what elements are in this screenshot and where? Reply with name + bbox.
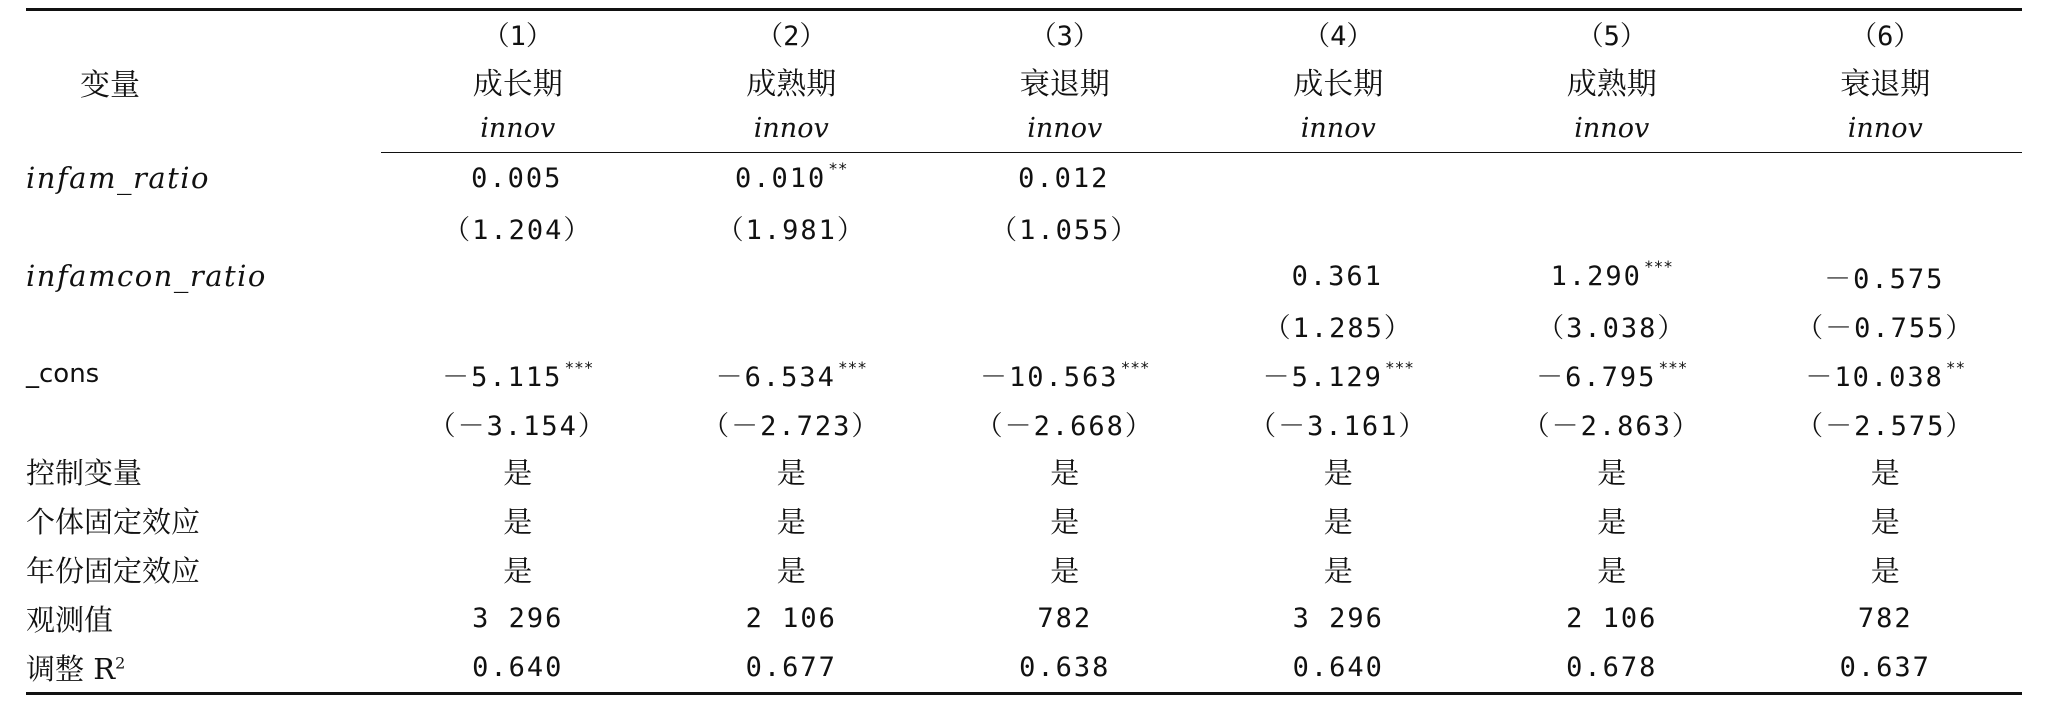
row-label: 个体固定效应 (26, 505, 201, 539)
coef-cell (381, 153, 655, 204)
indicator-cell: 是 (503, 456, 533, 490)
significance-stars: *** (1643, 257, 1673, 276)
t-stat-cell: （－2.668） (975, 410, 1154, 442)
adj-r2-label: 调整 R (26, 652, 116, 686)
row-infam-ratio-se (26, 203, 2022, 251)
coef-value: 0.010 (734, 163, 827, 194)
indicator-cell: 是 (1597, 554, 1627, 588)
regression-table (26, 8, 2022, 695)
row-label-empty (26, 301, 381, 349)
r2-cell: 0.638 (928, 643, 1202, 694)
indicator-cell: 是 (1870, 554, 1900, 588)
t-stat-cell (928, 301, 1202, 349)
coef-value: 0.005 (471, 163, 563, 194)
coef-value: 1.290 (1550, 261, 1642, 292)
significance-stars: ** (1945, 357, 1966, 377)
indicator-cell: 是 (1597, 456, 1627, 490)
dependent-variable: innov (1202, 106, 1476, 153)
t-stat-cell (655, 301, 929, 349)
significance-stars: ** (828, 159, 848, 178)
t-stat-cell: （－3.154） (428, 410, 607, 442)
stage-header: 衰退期 (1840, 66, 1931, 102)
column-number: （3） (928, 10, 1202, 56)
row-cons-se (26, 399, 2022, 447)
adj-r2-superscript: 2 (115, 653, 126, 673)
coef-value: －10.038 (1805, 361, 1944, 393)
indicator-cell: 是 (776, 456, 806, 490)
significance-stars: *** (1658, 357, 1688, 377)
t-stat-cell: （3.038） (1537, 312, 1687, 344)
row-cons (26, 349, 2022, 399)
dependent-variable: innov (1749, 106, 2023, 153)
t-stat-cell: （1.055） (990, 214, 1140, 246)
indicator-cell: 是 (1870, 505, 1900, 539)
significance-stars: *** (564, 357, 594, 377)
stage-header: 成长期 (1293, 66, 1384, 102)
row-year-fe (26, 545, 2022, 594)
stage-header: 成熟期 (1566, 66, 1657, 102)
row-observations (26, 594, 2022, 643)
coef-cell (1475, 349, 1749, 399)
indicator-cell: 是 (1323, 505, 1353, 539)
row-label (26, 643, 381, 694)
r2-cell: 0.678 (1475, 643, 1749, 694)
t-stat-cell (381, 301, 655, 349)
row-adj-r2 (26, 643, 2022, 694)
coef-value: －10.563 (980, 361, 1119, 393)
t-stat-cell: （－2.575） (1796, 410, 1975, 442)
row-infam-ratio (26, 153, 2022, 204)
column-number: （6） (1749, 10, 2023, 56)
coef-cell (655, 349, 929, 399)
coef-cell (1202, 349, 1476, 399)
row-label: infamcon_ratio (26, 259, 267, 293)
row-controls (26, 447, 2022, 496)
indicator-cell: 是 (503, 554, 533, 588)
coef-cell (928, 153, 1202, 204)
t-stat-cell: （1.981） (716, 214, 866, 246)
t-stat-cell: （－2.863） (1522, 410, 1701, 442)
t-stat-cell: （1.285） (1263, 312, 1413, 344)
coef-cell (1202, 251, 1476, 301)
r2-cell: 0.637 (1749, 643, 2023, 694)
r2-cell: 0.677 (655, 643, 929, 694)
row-individual-fe (26, 496, 2022, 545)
coef-value: －5.129 (1262, 361, 1383, 393)
coef-cell (1749, 251, 2023, 301)
coef-cell (381, 349, 655, 399)
observations-cell: 3 296 (1292, 603, 1384, 634)
coef-cell (1202, 153, 1476, 204)
dependent-variable: innov (655, 106, 929, 153)
indicator-cell: 是 (1597, 505, 1627, 539)
coef-value: －5.115 (442, 361, 563, 393)
row-label-empty (26, 399, 381, 447)
coef-value: 0.012 (1018, 163, 1110, 194)
column-number: （2） (655, 10, 929, 56)
t-stat-cell (1749, 203, 2023, 251)
dependent-variable: innov (1475, 106, 1749, 153)
t-stat-cell (1475, 203, 1749, 251)
t-stat-cell: （1.204） (443, 214, 593, 246)
row-infamcon-ratio-se (26, 301, 2022, 349)
coef-cell (381, 251, 655, 301)
t-stat-cell (1202, 203, 1476, 251)
coef-value: －6.534 (715, 361, 836, 393)
t-stat-cell: （－2.723） (702, 410, 881, 442)
coef-cell (1475, 153, 1749, 204)
observations-cell: 2 106 (1566, 603, 1658, 634)
column-number-row (26, 10, 2022, 56)
stage-header: 成长期 (472, 66, 563, 102)
row-label-empty (26, 203, 381, 251)
row-label: _cons (26, 359, 100, 389)
indicator-cell: 是 (776, 554, 806, 588)
column-number: （1） (381, 10, 655, 56)
coef-cell (655, 153, 929, 204)
row-label: infam_ratio (26, 160, 211, 195)
variable-header: 变量 (26, 10, 381, 153)
r2-cell: 0.640 (1202, 643, 1476, 694)
significance-stars: *** (1384, 357, 1414, 377)
observations-cell: 782 (1037, 603, 1093, 634)
significance-stars: *** (837, 357, 867, 377)
observations-cell: 782 (1857, 603, 1913, 634)
indicator-cell: 是 (776, 505, 806, 539)
coef-cell (1749, 349, 2023, 399)
t-stat-cell: （－3.161） (1249, 410, 1428, 442)
coef-cell (928, 349, 1202, 399)
dependent-variable: innov (928, 106, 1202, 153)
significance-stars: *** (1120, 357, 1150, 377)
indicator-cell: 是 (503, 505, 533, 539)
coef-cell (928, 251, 1202, 301)
regression-table-container (26, 8, 2022, 695)
stage-header: 衰退期 (1019, 66, 1110, 102)
row-label: 观测值 (26, 603, 114, 637)
row-label: 控制变量 (26, 456, 143, 490)
observations-cell: 3 296 (472, 603, 564, 634)
column-number: （5） (1475, 10, 1749, 56)
indicator-cell: 是 (1870, 456, 1900, 490)
row-infamcon-ratio (26, 251, 2022, 301)
indicator-cell: 是 (1050, 505, 1080, 539)
stage-header: 成熟期 (746, 66, 837, 102)
coef-value: －0.575 (1824, 263, 1945, 295)
r2-cell: 0.640 (381, 643, 655, 694)
row-label: 年份固定效应 (26, 554, 201, 588)
observations-cell: 2 106 (745, 603, 837, 634)
coef-cell (1475, 251, 1749, 301)
coef-cell (655, 251, 929, 301)
indicator-cell: 是 (1050, 554, 1080, 588)
coef-cell (1749, 153, 2023, 204)
coef-value: 0.361 (1291, 261, 1383, 292)
indicator-cell: 是 (1323, 554, 1353, 588)
indicator-cell: 是 (1323, 456, 1353, 490)
t-stat-cell: （－0.755） (1796, 312, 1975, 344)
coef-value: －6.795 (1536, 361, 1657, 393)
indicator-cell: 是 (1050, 456, 1080, 490)
dependent-variable: innov (381, 106, 655, 153)
column-number: （4） (1202, 10, 1476, 56)
